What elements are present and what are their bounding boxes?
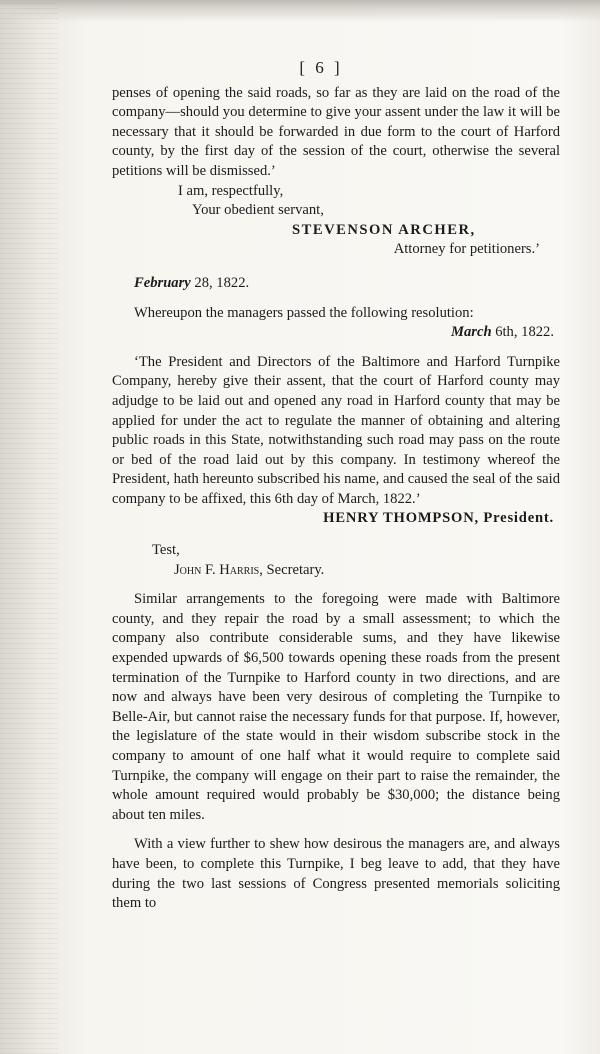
letter-body: penses of opening the said roads, so far as they are laid on the road of the company—should you determine to give your assent under the law it will be necessary that it should be forwarded in due form to the court of Harford county, by the first day of the session of the court, otherwise the several petitions will be dismissed.’ — [112, 84, 560, 179]
paragraph-with-a-view: With a view further to shew how desirous the managers are, and always have been, to complete this Turnpike, I beg leave to add, that they have during the two last sessions of Congress presented memorials soliciting them to — [112, 836, 560, 912]
top-edge-shadow — [0, 0, 600, 22]
binding-edge — [0, 0, 58, 1054]
test-label: Test, — [152, 542, 180, 559]
signature-archer-title: Attorney for petitioners.’ — [393, 241, 540, 258]
secretary-line — [112, 561, 560, 581]
letter-closing: I am, respectfully, — [178, 182, 284, 199]
letter-closing-servant: Your obedient servant, — [192, 202, 324, 219]
resolution-intro: Whereupon the managers passed the following resolution: — [134, 304, 474, 321]
resolution-date — [112, 323, 560, 343]
secretary-name: John F. Harris — [174, 561, 260, 578]
letter-date-month: February — [134, 274, 191, 291]
resolution-text: ‘The President and Directors of the Baltimore and Harford Turnpike Company, hereby give their assent, that the court of Harford county may adjudge to be laid out and opened any road in Harford county that may be applied for under the act to regulate the manner of obtaining and altering public roads in this State, notwithstanding such road may pass on the route or bed of the road laid out by this company. In testimony whereof the President, hath hereunto subscribed his name, and caused the seal of the said company to be affixed, this 6th day of March, 1822.’ — [112, 353, 560, 507]
signature-archer: STEVENSON ARCHER, — [292, 221, 476, 238]
secretary-title: , Secretary. — [259, 561, 325, 578]
page-number: [ 6 ] — [299, 58, 343, 77]
signature-thompson: HENRY THOMPSON, President. — [323, 510, 554, 527]
letter-date-rest: 28, 1822. — [190, 274, 250, 291]
resolution-date-rest: 6th, 1822. — [491, 324, 554, 341]
letter-date — [112, 274, 560, 294]
page-content — [112, 58, 560, 914]
resolution-date-month: March — [451, 324, 492, 341]
paragraph-similar-arrangements: Similar arrangements to the foregoing were made with Baltimore county, and they repair the road by a small assessment; to which the company also contribute considerable sums, and they have likewise expended upwards of $6,500 towards opening these roads from the present termination of the Turnpike to Harford county in two directions, and are now and always have been very desirous of completing the Turnpike to Belle-Air, but cannot raise the necessary funds for that purpose. If, however, the legislature of the state would in their wisdom subscribe stock in the company to amount of one half what it would require to complete said Turnpike, the company will engage on their part to raise the remainder, the whole amount required would probably be $30,000; the distance being about ten miles. — [112, 591, 560, 823]
